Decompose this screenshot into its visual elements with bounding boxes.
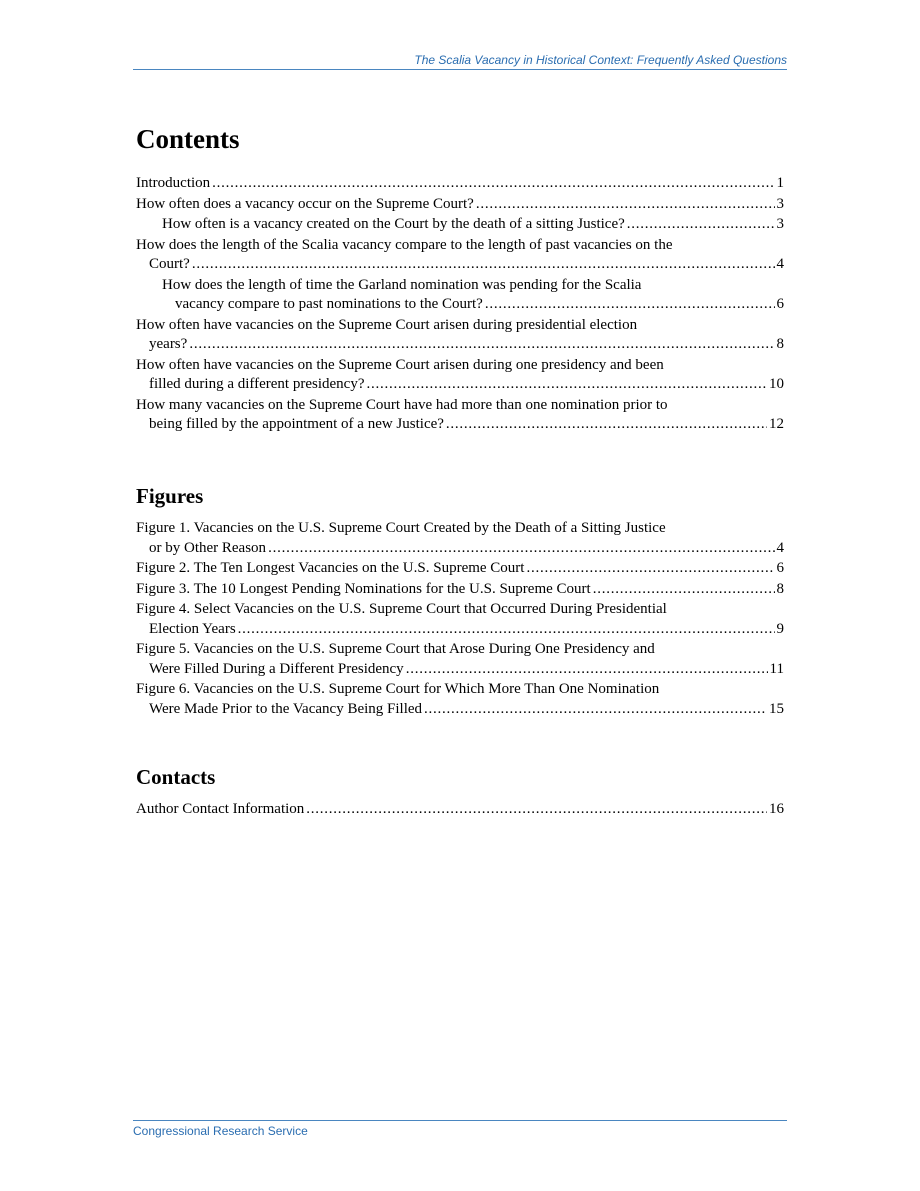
toc-page-number: 3 (776, 195, 784, 212)
toc-entry[interactable] (136, 174, 784, 194)
toc-entry-text: Were Filled During a Different Presidency (149, 660, 404, 677)
toc-entry-text: Figure 5. Vacancies on the U.S. Supreme Court that Arose During One Presidency and (136, 641, 655, 657)
dot-leader (627, 215, 775, 235)
toc-page-number: 6 (776, 296, 784, 312)
dot-leader (476, 195, 775, 215)
dot-leader (306, 800, 767, 820)
toc-entry-text: Figure 3. The 10 Longest Pending Nominations for the U.S. Supreme Court (136, 580, 591, 597)
toc-entry-text: How often have vacancies on the Supreme Court arisen during one presidency and been (136, 356, 664, 373)
toc-page-number: 8 (776, 580, 784, 597)
toc-entry[interactable] (136, 600, 784, 639)
contacts-list (136, 800, 784, 820)
contacts-heading: Contacts (136, 765, 216, 789)
toc-entry[interactable] (136, 215, 784, 235)
figures-list (136, 519, 784, 719)
toc-entry-text: How often is a vacancy created on the Court by the death of a sitting Justice? (162, 216, 625, 232)
dot-leader (593, 580, 775, 600)
toc-page-number: 3 (776, 216, 784, 232)
toc-page-number: 9 (776, 620, 784, 637)
dot-leader (189, 335, 774, 355)
toc-entry-text: Court? (149, 256, 190, 272)
running-footer (133, 1120, 787, 1138)
toc-entry-text: Election Years (149, 620, 236, 637)
running-footer-text: Congressional Research Service (133, 1124, 308, 1138)
toc-entry[interactable] (136, 236, 784, 275)
dot-leader (366, 375, 767, 395)
toc-entry-text: How often have vacancies on the Supreme Court arisen during presidential election (136, 316, 638, 333)
toc-entry[interactable] (136, 276, 784, 315)
toc-entry-text: Figure 6. Vacancies on the U.S. Supreme Court for Which More Than One Nomination (136, 681, 660, 697)
toc-entry-text: Figure 1. Vacancies on the U.S. Supreme Court Created by the Death of a Sitting Justice (136, 520, 666, 536)
dot-leader (238, 620, 775, 640)
toc-entry-text: Were Made Prior to the Vacancy Being Filled (149, 700, 423, 717)
toc-page-number: 4 (776, 539, 784, 556)
toc-entry[interactable] (136, 316, 784, 355)
dot-leader (212, 174, 774, 194)
toc-entry-text: Author Contact Information (136, 801, 305, 817)
toc-entry-text: vacancy compare to past nominations to the Court? (175, 296, 483, 312)
toc-entry-text: How many vacancies on the Supreme Court have had more than one nomination prior to (136, 396, 668, 413)
contents-heading: Contents (136, 124, 240, 154)
toc-entry-text: Figure 4. Select Vacancies on the U.S. Supreme Court that Occurred During Presidential (136, 601, 667, 617)
toc-page-number: 16 (769, 801, 784, 817)
toc-page-number: 12 (769, 416, 784, 432)
toc-page-number: 4 (776, 256, 784, 272)
toc-page-number: 10 (769, 376, 784, 392)
toc-entry[interactable] (136, 580, 784, 600)
dot-leader (424, 700, 767, 720)
toc-entry-text: Figure 2. The Ten Longest Vacancies on the U.S. Supreme Court (136, 560, 525, 576)
dot-leader (526, 559, 774, 579)
toc-entry-text: How does the length of time the Garland nomination was pending for the Scalia (162, 276, 642, 293)
toc-entry[interactable] (136, 680, 784, 719)
dot-leader (485, 295, 775, 315)
toc-entry[interactable] (136, 396, 784, 435)
toc-entry[interactable] (136, 559, 784, 579)
contents-list (136, 174, 784, 435)
toc-entry-text: filled during a different presidency? (149, 376, 365, 392)
toc-entry-text: Introduction (136, 175, 211, 191)
toc-entry-text: How does the length of the Scalia vacancy compare to the length of past vacancies on the (136, 236, 673, 253)
toc-entry-text: or by Other Reason (149, 539, 267, 556)
toc-entry-text: years? (149, 336, 188, 352)
toc-page-number: 8 (776, 336, 784, 352)
toc-entry[interactable] (136, 800, 784, 820)
toc-entry[interactable] (136, 640, 784, 679)
toc-entry-text: being filled by the appointment of a new Justice? (149, 416, 444, 432)
toc-page-number: 11 (769, 660, 784, 677)
toc-page-number: 6 (776, 560, 784, 576)
dot-leader (446, 415, 767, 435)
toc-entry[interactable] (136, 519, 784, 558)
toc-entry[interactable] (136, 195, 784, 215)
dot-leader (192, 255, 775, 275)
running-header-title: The Scalia Vacancy in Historical Context: Frequently Asked Questions (414, 53, 787, 67)
toc-page-number: 15 (769, 700, 784, 717)
figures-heading: Figures (136, 484, 204, 508)
running-header (133, 53, 787, 70)
toc-entry[interactable] (136, 356, 784, 395)
toc-page-number: 1 (776, 175, 784, 191)
toc-entry-text: How often does a vacancy occur on the Supreme Court? (136, 195, 474, 212)
dot-leader (406, 660, 768, 680)
dot-leader (268, 539, 774, 559)
